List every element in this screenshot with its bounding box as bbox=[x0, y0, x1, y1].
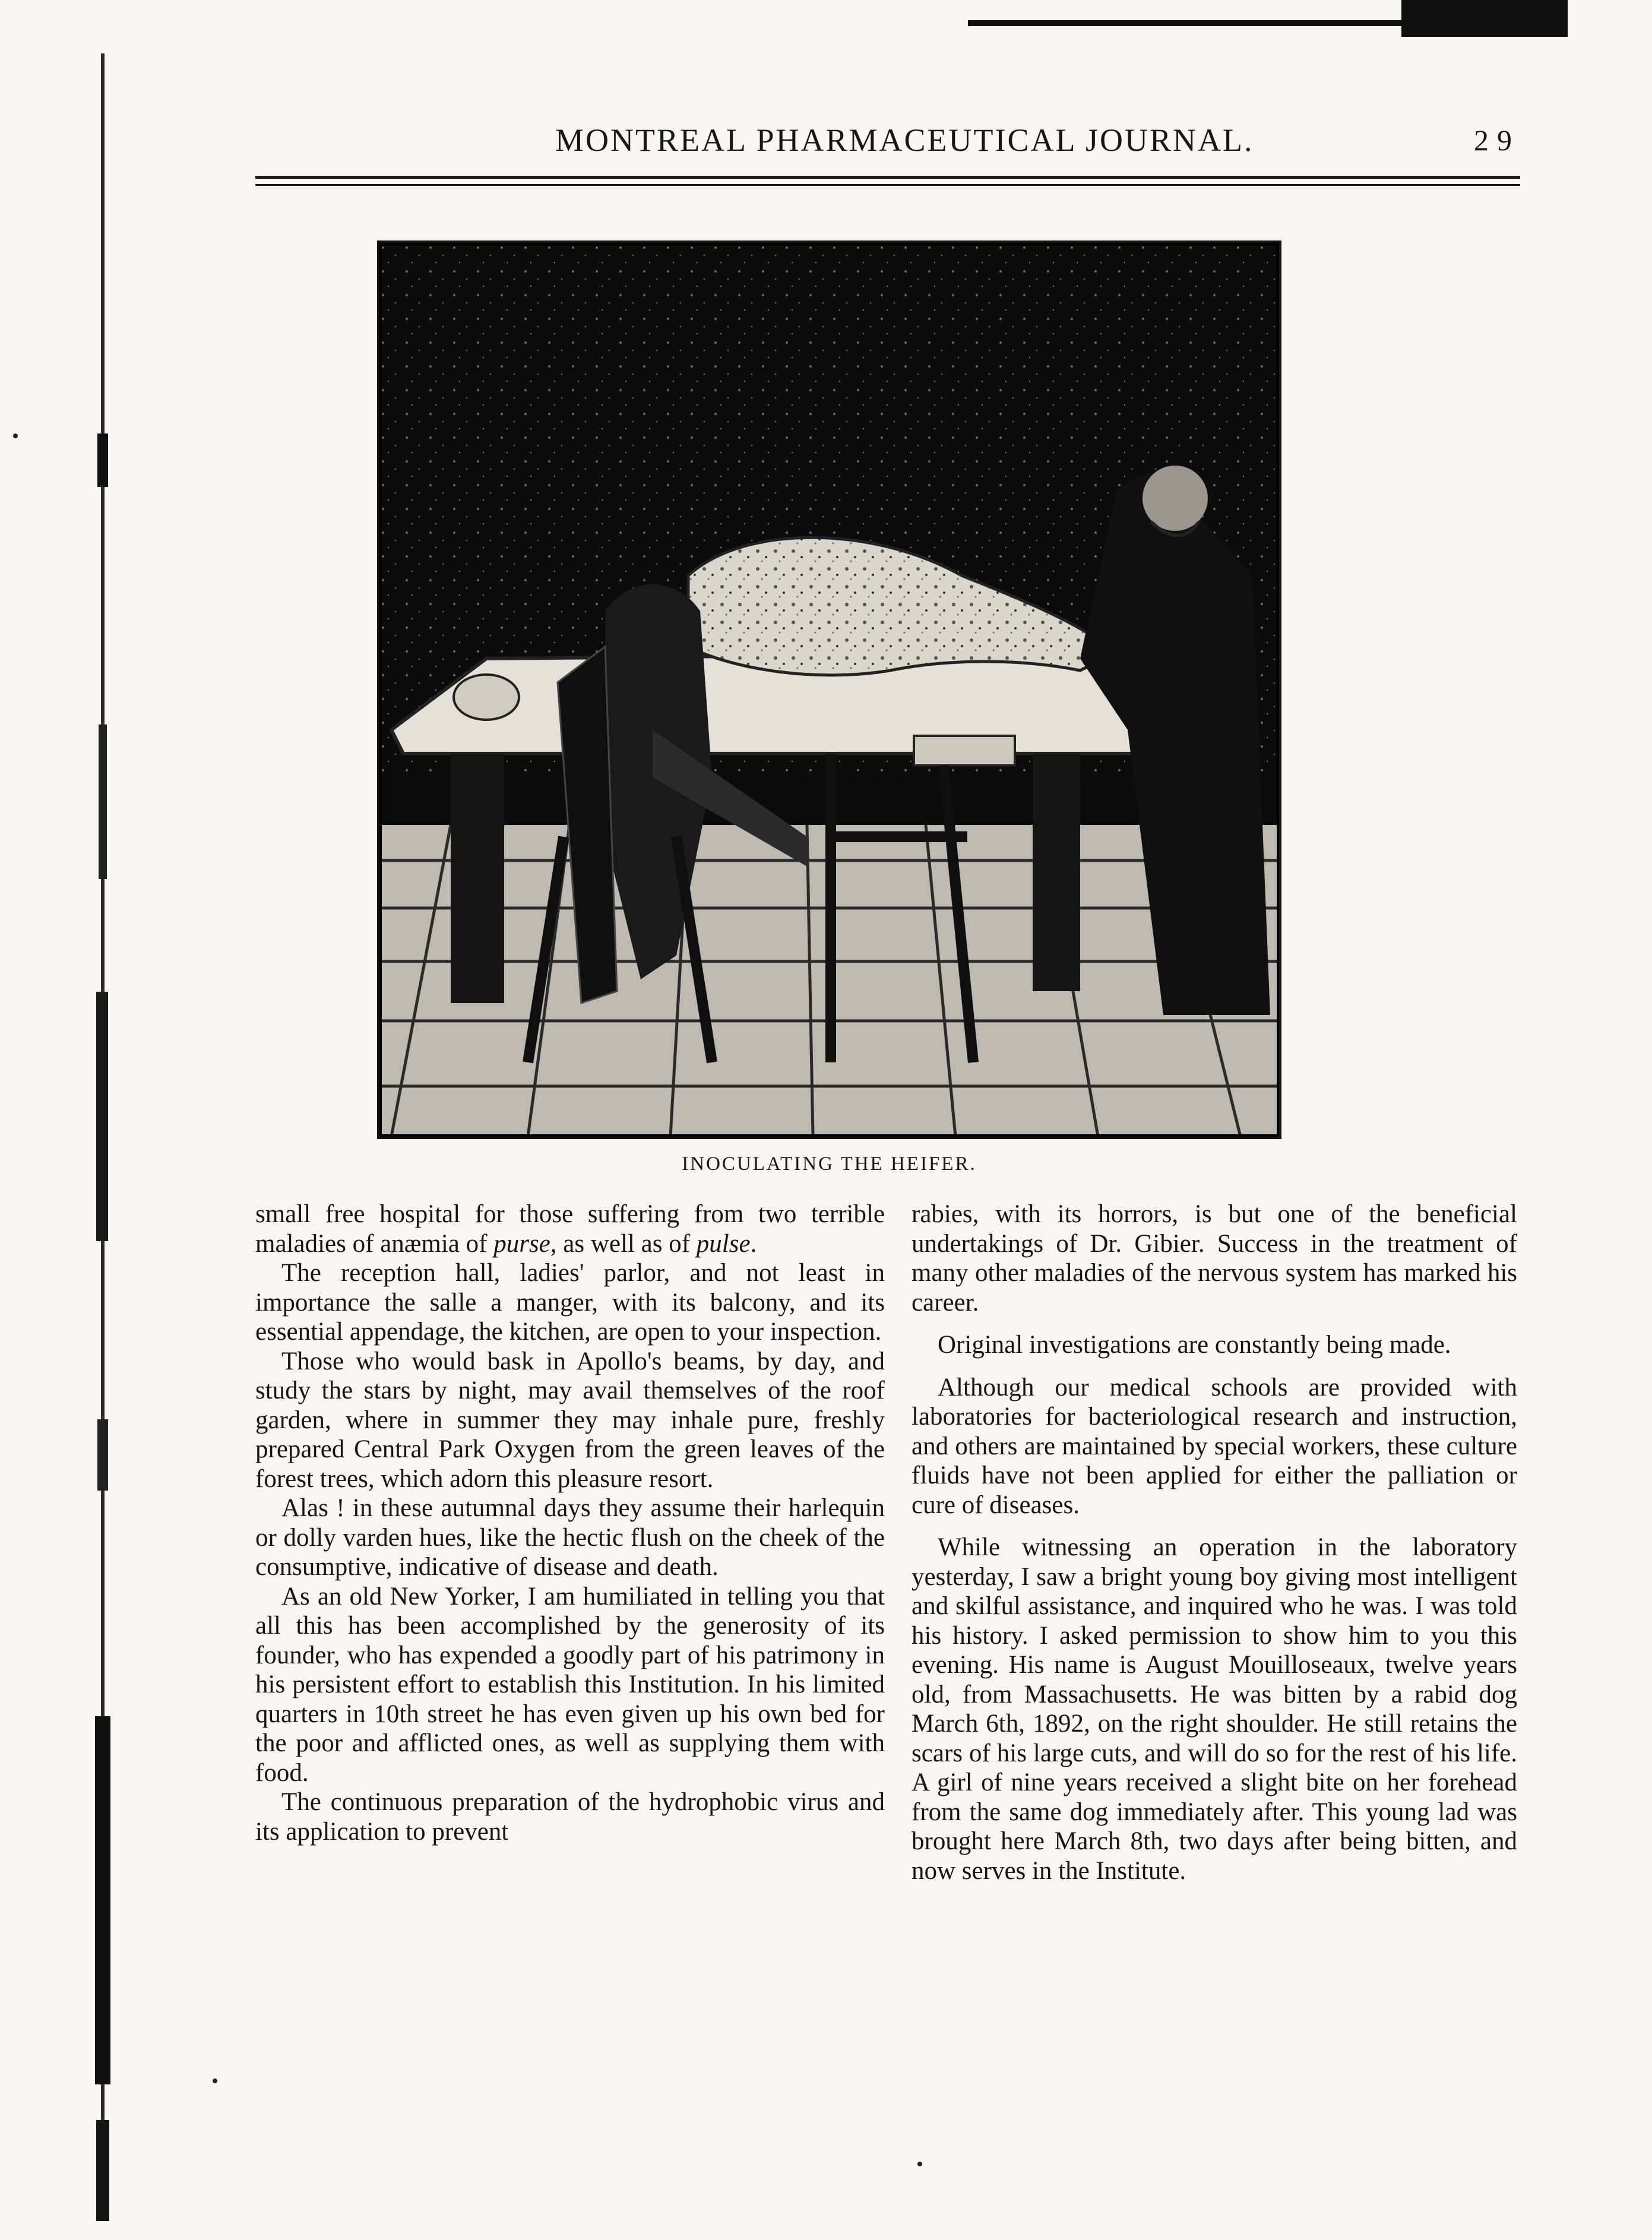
left-paragraph: As an old New Yorker, I am humiliated in telling you that all this has been accomplished by the generosity of its founder, who has expended a goodly part of his patrimony in his persistent effort to establish this Institution. In his limited quarters in 10th street he has even given up his own bed for the poor and afflicted ones, as well as supplying them with food. bbox=[255, 1582, 885, 1787]
page-number: 29 bbox=[1474, 124, 1520, 157]
header-rule-lower bbox=[255, 184, 1520, 186]
left-paragraph: small free hospital for those suffering from two terrible maladies of anæmia of purse, as well as of pulse. bbox=[255, 1200, 885, 1258]
right-paragraph: Although our medical schools are provided with laboratories for bacteriological research and instruction, and others are maintained by special workers, these culture fluids have not been applied for either the palliation or cure of diseases. bbox=[912, 1373, 1517, 1519]
figure-caption: INOCULATING THE HEIFER. bbox=[682, 1153, 977, 1175]
journal-title: MONTREAL PHARMACEUTICAL JOURNAL. bbox=[555, 122, 1254, 158]
left-paragraph: Those who would bask in Apollo's beams, by day, and study the stars by night, may avail themselves of the roof garden, where in summer they may inhale pure, freshly prepared Central Park Oxygen from the green leaves of the forest trees, which adorn this pleasure resort. bbox=[255, 1347, 885, 1493]
top-rule-decoration bbox=[968, 0, 1568, 34]
left-column bbox=[255, 1200, 885, 1846]
page-header bbox=[255, 122, 1520, 175]
print-speck bbox=[213, 2078, 217, 2083]
left-paragraph: The reception hall, ladies' parlor, and not least in importance the salle a manger, with its balcony, and its essential appendage, the kitchen, are open to your inspection. bbox=[255, 1259, 885, 1346]
binding-edge-marks bbox=[89, 53, 125, 2221]
header-rule bbox=[255, 176, 1520, 179]
right-paragraph: rabies, with its horrors, is but one of the beneficial undertakings of Dr. Gibier. Success in the treatment of many other maladies of the nervous system has marked his career. bbox=[912, 1200, 1517, 1317]
heifer-photograph bbox=[377, 241, 1281, 1139]
right-column bbox=[912, 1200, 1517, 1899]
top-thick-rule bbox=[1401, 0, 1568, 37]
photograph-illustration bbox=[379, 243, 1279, 1137]
right-paragraph: While witnessing an operation in the laboratory yesterday, I saw a bright young boy giving most intelligent and skilful assistance, and inquired who he was. I was told his history. I asked permission to show him to you this evening. His name is August Mouilloseaux, twelve years old, from Massachusetts. He was bitten by a rabid dog March 6th, 1892, on the right shoulder. He still retains the scars of his large cuts, and will do so for the rest of his life. A girl of nine years received a slight bite on her forehead from the same dog immediately after. This young lad was brought here March 8th, two days after being bitten, and now serves in the Institute. bbox=[912, 1533, 1517, 1885]
right-paragraph: Original investigations are constantly being made. bbox=[938, 1331, 1451, 1359]
left-paragraph: The continuous preparation of the hydrophobic virus and its application to prevent bbox=[255, 1788, 885, 1846]
print-speck bbox=[917, 2162, 922, 2166]
print-speck bbox=[13, 434, 18, 438]
left-paragraph: Alas ! in these autumnal days they assume their harlequin or dolly varden hues, like the hectic flush on the cheek of the consumptive, indicative of disease and death. bbox=[255, 1494, 885, 1581]
